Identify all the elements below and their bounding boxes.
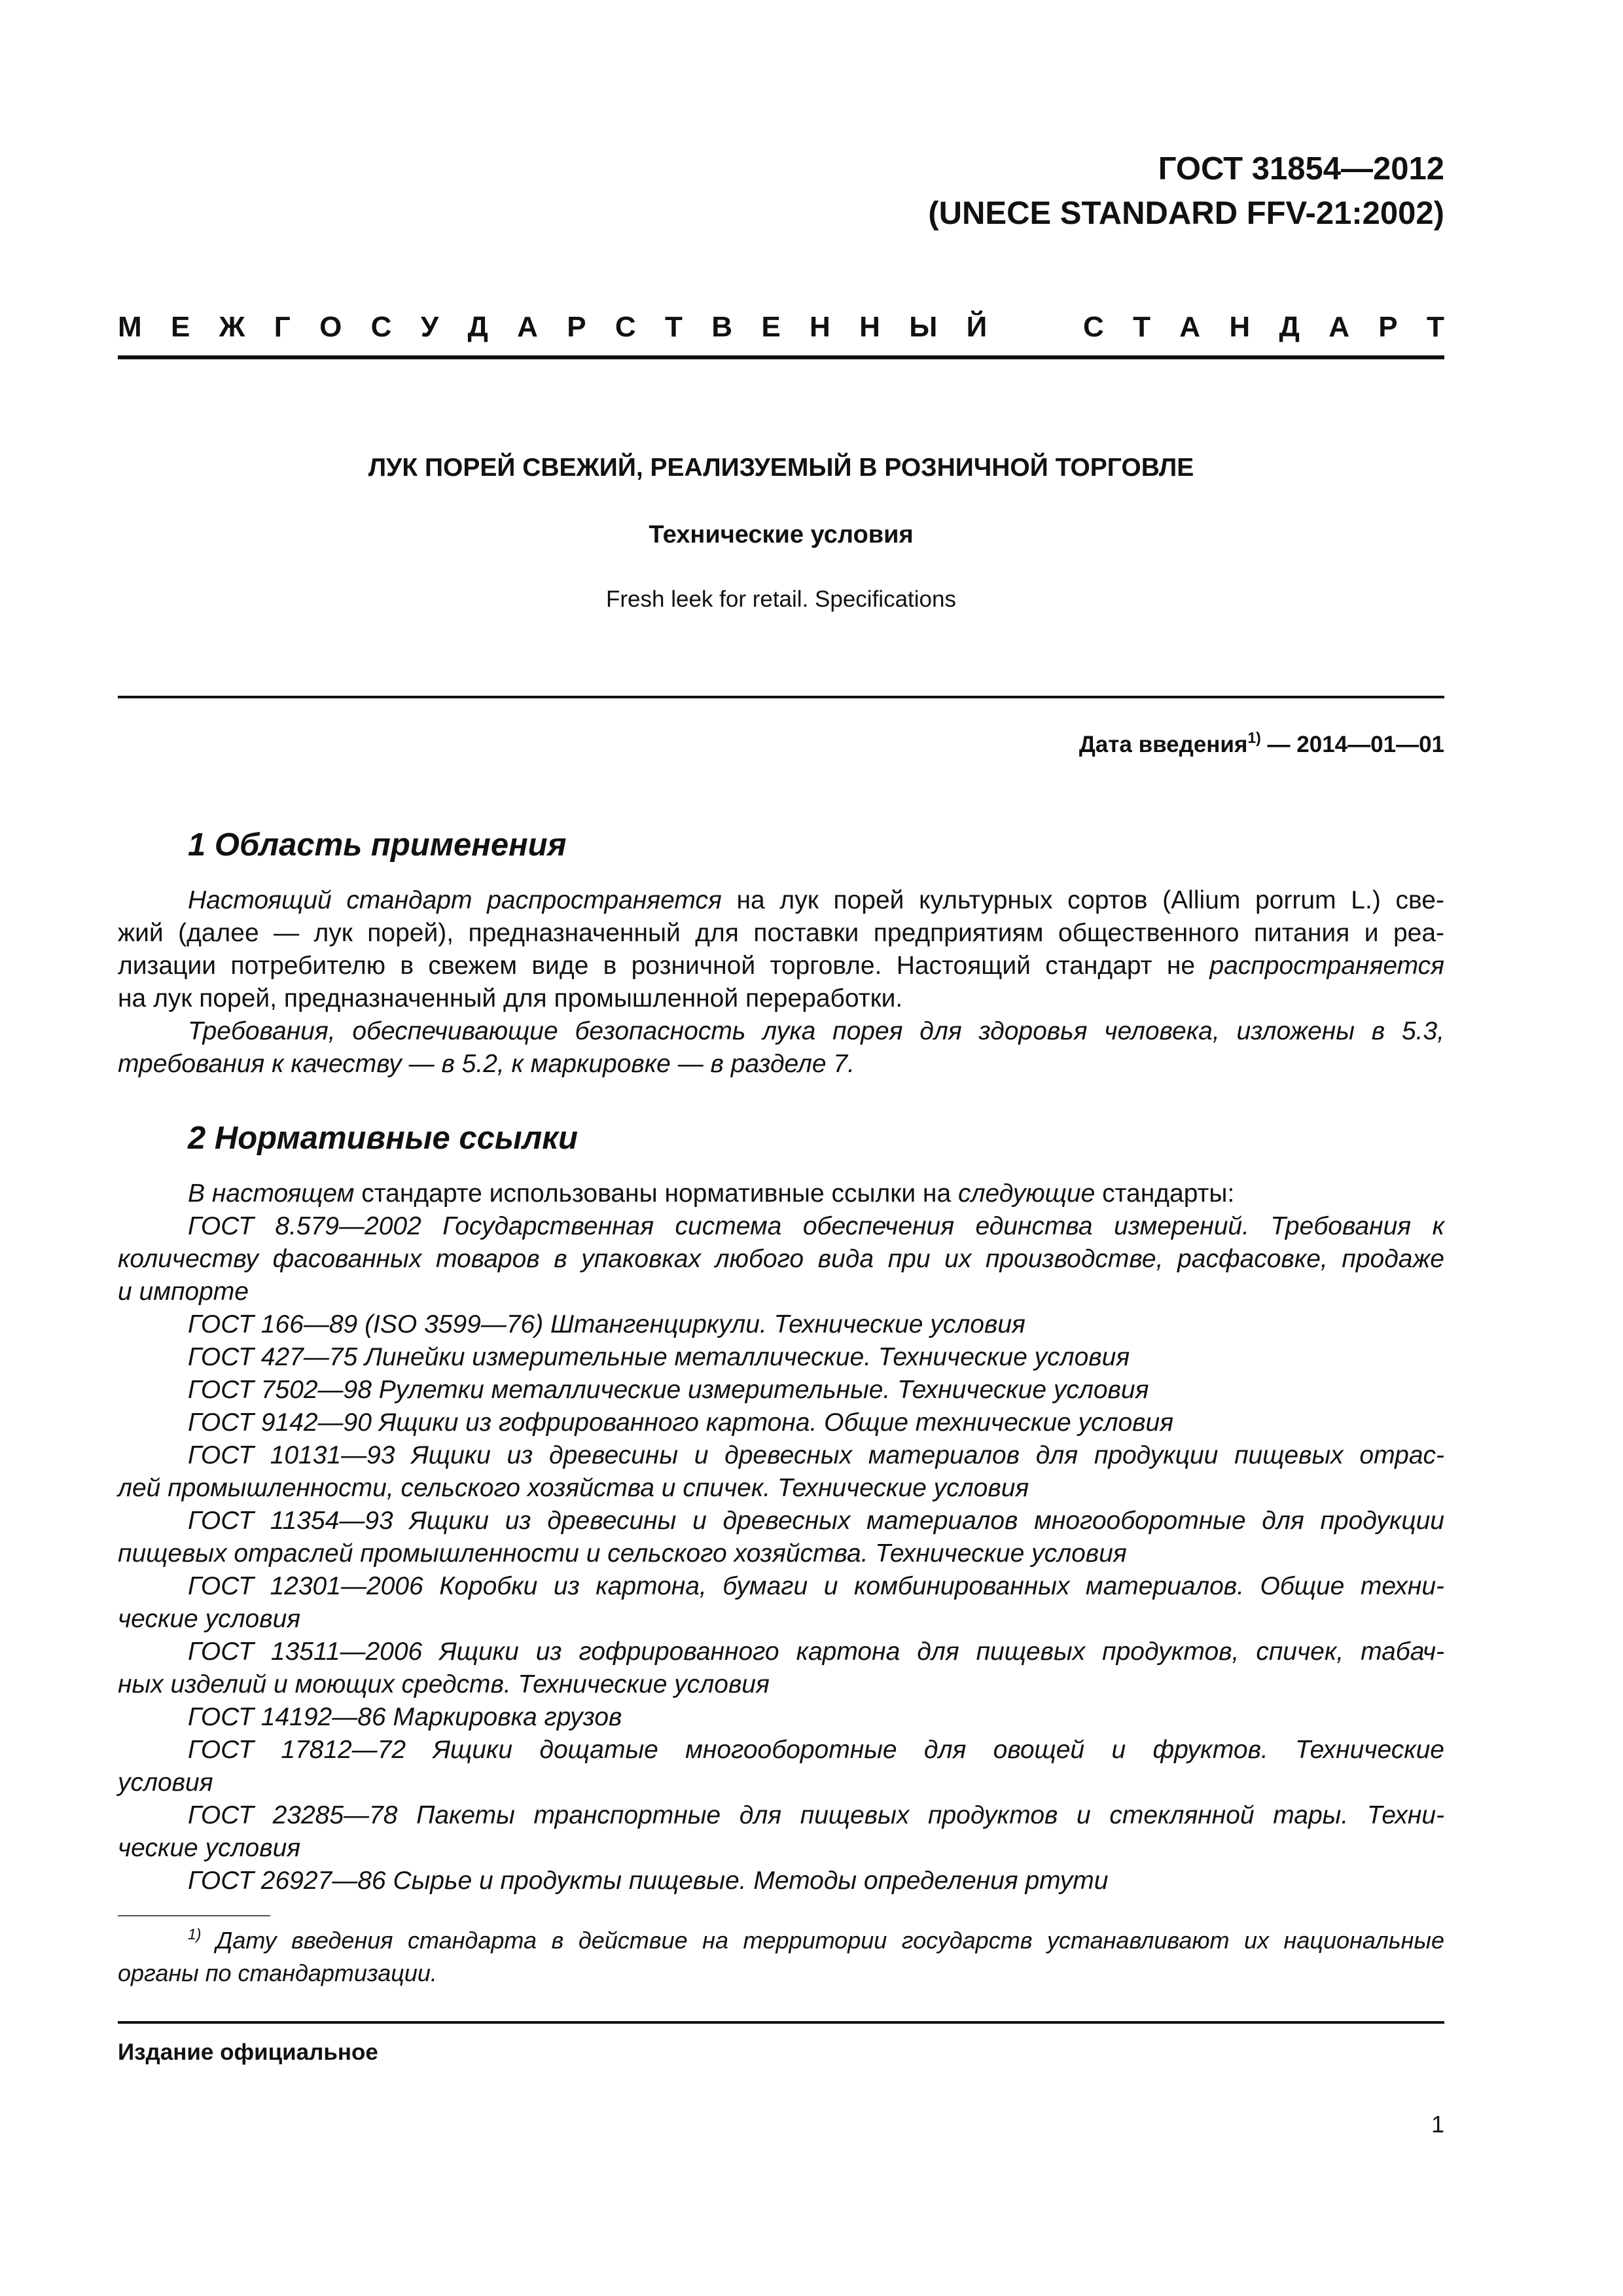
- banner-letter: А: [517, 311, 538, 343]
- banner-letter: В: [711, 311, 733, 343]
- banner-letter: У: [420, 311, 439, 343]
- footnote: [118, 1924, 1444, 1990]
- references-intro: [118, 1177, 1444, 1210]
- reference-entry: ГОСТ 10131—93 Ящики из древесины и древесных материалов для продукции пищевых отрас-: [188, 1441, 1444, 1469]
- document-title: ЛУК ПОРЕЙ СВЕЖИЙ, РЕАЛИЗУЕМЫЙ В РОЗНИЧНОЙ ТОРГОВЛЕ: [368, 454, 1194, 482]
- reference-continuation: ческие условия: [118, 1605, 301, 1633]
- banner-letter: Ы: [909, 311, 938, 343]
- banner-letter: Е: [761, 311, 781, 343]
- section-2-heading: 2 Нормативные ссылки: [188, 1121, 578, 1156]
- banner-letter: Д: [1279, 311, 1300, 343]
- reference-entry: ГОСТ 9142—90 Ящики из гофрированного картона. Общие технические условия: [188, 1408, 1174, 1437]
- banner-letter: Й: [966, 311, 988, 343]
- text-run: на лук порей культурных сортов (Allium porrum L.) све-: [721, 886, 1444, 914]
- references-list: [118, 1210, 1444, 1897]
- footnote-mark: 1): [188, 1926, 202, 1943]
- banner-letter: Ж: [219, 311, 245, 343]
- italic-phrase: В настоящем: [188, 1179, 355, 1208]
- reference-continuation: ческие условия: [118, 1834, 301, 1862]
- banner-letter: Н: [810, 311, 830, 343]
- reference-entry: ГОСТ 14192—86 Маркировка грузов: [188, 1703, 622, 1731]
- banner-letter: А: [1329, 311, 1349, 343]
- banner-letter: Т: [1426, 311, 1444, 343]
- reference-entry: ГОСТ 427—75 Линейки измерительные металлические. Технические условия: [188, 1343, 1130, 1371]
- paragraph-line: на лук порей, предназначенный для промышленной переработки.: [118, 984, 903, 1013]
- banner-letter: Д: [467, 311, 488, 343]
- standard-designation: [928, 147, 1444, 236]
- reference-entry: ГОСТ 7502—98 Рулетки металлические измерительные. Технические условия: [188, 1376, 1149, 1404]
- banner-letter: С: [615, 311, 636, 343]
- header-rule: [118, 355, 1444, 359]
- document-title-english: Fresh leek for retail. Specifications: [606, 586, 956, 612]
- title-rule: [118, 696, 1444, 698]
- text-run: Дату введения стандарта в действие на территории государств устанавливают их национальные: [201, 1927, 1444, 1954]
- reference-continuation: ных изделий и моющих средств. Технические условия: [118, 1670, 770, 1698]
- banner-letter: Р: [567, 311, 586, 343]
- official-edition-label: Издание официальное: [118, 2039, 378, 2065]
- reference-continuation: и импорте: [118, 1278, 249, 1306]
- introduction-date: [1079, 729, 1444, 761]
- banner-letter: Т: [665, 311, 683, 343]
- footnote-separator: [118, 1915, 270, 1916]
- reference-entry: ГОСТ 11354—93 Ящики из древесины и древесных материалов многооборотные для продукции: [188, 1507, 1444, 1535]
- reference-entry: ГОСТ 166—89 (ISO 3599—76) Штангенциркули. Технические условия: [188, 1310, 1026, 1338]
- text-run: лизации потребителю в свежем виде в розничной торговле. Настоящий стандарт не: [118, 952, 1210, 980]
- section-1-heading: 1 Область применения: [188, 827, 567, 863]
- reference-continuation: условия: [118, 1768, 213, 1797]
- standard-number: ГОСТ 31854—2012: [1158, 151, 1444, 187]
- banner-letter: О: [319, 311, 342, 343]
- reference-continuation: количеству фасованных товаров в упаковках любого вида при их производстве, расфасовке, продаже: [118, 1245, 1444, 1273]
- banner-letter: Г: [274, 311, 291, 343]
- section-2-body: [118, 1177, 1444, 1897]
- italic-phrase: следующие: [958, 1179, 1096, 1208]
- banner-letter: Р: [1378, 311, 1398, 343]
- footnote-line: [118, 1924, 1444, 1957]
- interstate-standard-banner: [118, 306, 1444, 348]
- standard-equivalent: (UNECE STANDARD FFV-21:2002): [928, 196, 1444, 231]
- paragraph-line: [118, 950, 1444, 982]
- footnote-reference: 1): [1247, 729, 1261, 746]
- document-subtitle: Технические условия: [649, 521, 914, 548]
- section-1-body: [118, 884, 1444, 1081]
- reference-continuation: пищевых отраслей промышленности и сельского хозяйства. Технические условия: [118, 1539, 1127, 1568]
- reference-entry: ГОСТ 23285—78 Пакеты транспортные для пищевых продуктов и стеклянной тары. Техни-: [188, 1801, 1444, 1829]
- footnote-text: [188, 1927, 1444, 1954]
- introduction-date-label: Дата введения: [1079, 732, 1248, 757]
- banner-letter: Е: [170, 311, 190, 343]
- paragraph-line: Требования, обеспечивающие безопасность лука порея для здоровья человека, изложены в 5.3,: [188, 1017, 1444, 1045]
- reference-entry: ГОСТ 12301—2006 Коробки из картона, бумаги и комбинированных материалов. Общие техни-: [188, 1572, 1444, 1600]
- reference-entry: ГОСТ 26927—86 Сырье и продукты пищевые. Методы определения ртути: [188, 1867, 1109, 1895]
- banner-letter: Т: [1133, 311, 1150, 343]
- reference-entry: ГОСТ 17812—72 Ящики дощатые многооборотные для овощей и фруктов. Технические: [188, 1736, 1444, 1764]
- footnote-line: органы по стандартизации.: [118, 1960, 437, 1986]
- reference-entry: ГОСТ 8.579—2002 Государственная система обеспечения единства измерений. Требования к: [188, 1212, 1444, 1240]
- reference-entry: ГОСТ 13511—2006 Ящики из гофрированного картона для пищевых продуктов, спичек, табач-: [188, 1638, 1444, 1666]
- introduction-date-value: — 2014—01—01: [1260, 732, 1444, 757]
- paragraph-line: требования к качеству — в 5.2, к маркировке — в разделе 7.: [118, 1050, 855, 1078]
- banner-letter: С: [370, 311, 392, 343]
- reference-continuation: лей промышленности, сельского хозяйства и спичек. Технические условия: [118, 1474, 1029, 1502]
- text-run: стандарты:: [1095, 1179, 1235, 1208]
- paragraph-line: [118, 884, 1444, 917]
- footer-rule: [118, 2021, 1444, 2024]
- banner-letter: С: [1082, 311, 1104, 343]
- text-run: стандарте использованы нормативные ссылки на: [354, 1179, 958, 1208]
- banner-letter: А: [1179, 311, 1201, 343]
- paragraph-line: жий (далее — лук порей), предназначенный для поставки предприятиям общественного питания и реа-: [118, 919, 1444, 947]
- banner-letter: М: [118, 311, 142, 343]
- page-number: 1: [1431, 2111, 1444, 2138]
- banner-letter: Н: [859, 311, 880, 343]
- banner-letter: Н: [1229, 311, 1251, 343]
- italic-phrase: Настоящий стандарт распространяется: [188, 886, 722, 914]
- italic-phrase: распространяется: [1209, 952, 1444, 980]
